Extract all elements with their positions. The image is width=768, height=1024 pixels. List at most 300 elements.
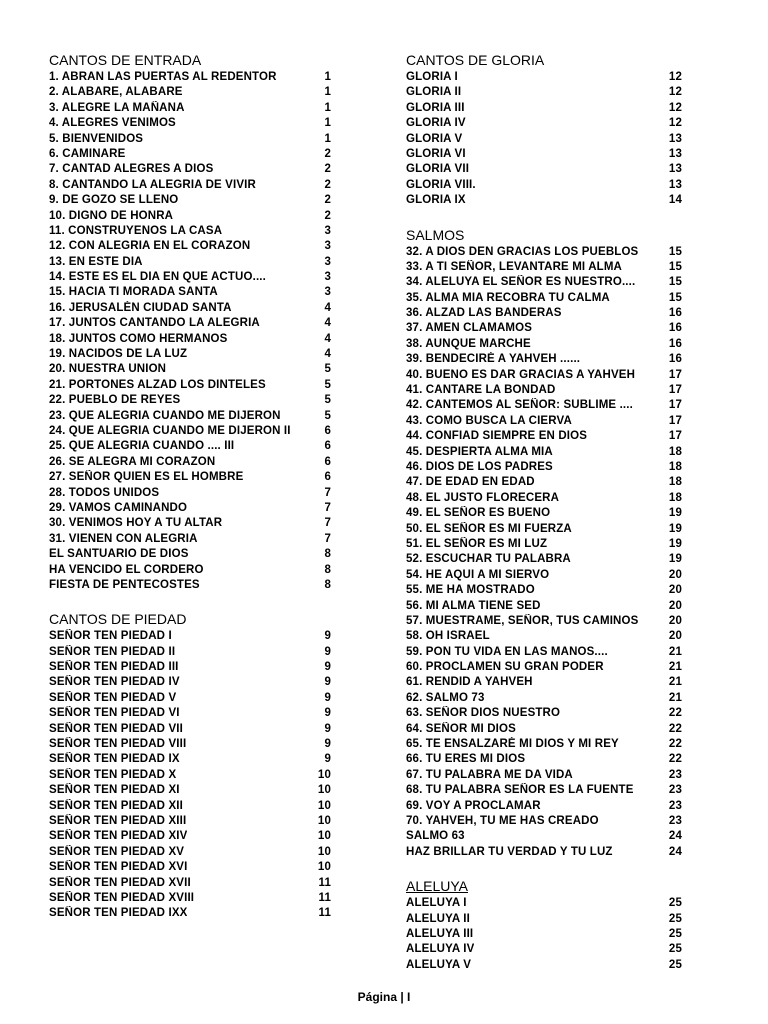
entry-title: FIESTA DE PENTECOSTES: [49, 578, 200, 591]
toc-entry[interactable]: [406, 352, 682, 367]
entry-title: HA VENCIDO EL CORDERO: [49, 563, 204, 576]
toc-entry[interactable]: [49, 316, 331, 331]
entry-title: 20. NUESTRA UNION: [49, 363, 167, 376]
entry-title: SEÑOR TEN PIEDAD X: [49, 768, 177, 781]
entry-page-number: 7: [324, 486, 331, 499]
toc-entry[interactable]: [406, 162, 682, 177]
entry-page-number: 4: [324, 301, 331, 314]
entry-title: 4. ALEGRES VENIMOS: [49, 117, 176, 130]
entry-page-number: 20: [668, 630, 682, 643]
entry-title: GLORIA IX: [406, 194, 466, 207]
entry-page-number: 2: [324, 147, 331, 160]
entry-title: ALELUYA II: [406, 912, 470, 925]
entry-page-number: 20: [668, 568, 682, 581]
entry-title: SEÑOR TEN PIEDAD XII: [49, 799, 183, 812]
entry-title: SEÑOR TEN PIEDAD XVI: [49, 861, 188, 874]
toc-entry[interactable]: [49, 178, 331, 193]
entry-page-number: 15: [668, 291, 682, 304]
toc-entry[interactable]: [49, 829, 331, 844]
entry-page-number: 1: [324, 117, 331, 130]
entry-page-number: 9: [324, 707, 331, 720]
entry-page-number: 21: [668, 661, 682, 674]
toc-entry[interactable]: [406, 537, 682, 552]
toc-entry[interactable]: [406, 491, 682, 506]
toc-entry[interactable]: [49, 516, 331, 531]
entry-title: GLORIA IV: [406, 117, 466, 130]
toc-entry[interactable]: [49, 783, 331, 798]
entry-page-number: 9: [324, 753, 331, 766]
toc-entry[interactable]: [49, 162, 331, 177]
toc-entry[interactable]: [49, 752, 331, 767]
entry-title: 43. COMO BUSCA LA CIERVA: [406, 414, 572, 427]
left-column: [49, 51, 331, 939]
entry-title: 69. VOY A PROCLAMAR: [406, 799, 541, 812]
entry-title: 47. DE EDAD EN EDAD: [406, 476, 535, 489]
entry-page-number: 13: [668, 178, 682, 191]
entry-title: 54. HE AQUI A MI SIERVO: [406, 568, 550, 581]
toc-entry[interactable]: [406, 398, 682, 413]
toc-entry[interactable]: [406, 383, 682, 398]
toc-entry[interactable]: [49, 706, 331, 721]
toc-entry[interactable]: [49, 547, 331, 562]
entry-page-number: 18: [668, 445, 682, 458]
toc-entry[interactable]: [49, 424, 331, 439]
entry-title: SEÑOR TEN PIEDAD IXX: [49, 907, 188, 920]
toc-entry[interactable]: [49, 675, 331, 690]
entry-page-number: 9: [324, 738, 331, 751]
entry-page-number: 1: [324, 101, 331, 114]
entry-title: 8. CANTANDO LA ALEGRIA DE VIVIR: [49, 178, 256, 191]
toc-entry[interactable]: [49, 101, 331, 116]
entry-page-number: 12: [668, 86, 682, 99]
toc-entry[interactable]: [49, 362, 331, 377]
section-heading-text: CANTOS DE GLORIA: [406, 52, 545, 68]
entry-title: GLORIA II: [406, 86, 462, 99]
entry-page-number: 4: [324, 348, 331, 361]
entry-title: 65. TE ENSALZARÉ MI DIOS Y MI REY: [406, 738, 619, 751]
entry-page-number: 11: [318, 907, 331, 920]
entry-page-number: 21: [668, 645, 682, 658]
entry-page-number: 2: [324, 194, 331, 207]
toc-entry[interactable]: [49, 814, 331, 829]
toc-entry[interactable]: [406, 178, 682, 193]
toc-entry[interactable]: [49, 722, 331, 737]
entry-title: SEÑOR TEN PIEDAD V: [49, 691, 177, 704]
toc-entry[interactable]: [49, 239, 331, 254]
entry-title: ALELUYA III: [406, 927, 474, 940]
entry-page-number: 10: [317, 845, 331, 858]
entry-title: 24. QUE ALEGRIA CUANDO ME DIJERON II: [49, 424, 291, 437]
toc-entry[interactable]: [406, 275, 682, 290]
toc-entry[interactable]: [49, 737, 331, 752]
entry-title: 23. QUE ALEGRIA CUANDO ME DIJERON: [49, 409, 281, 422]
toc-entry[interactable]: [406, 629, 682, 644]
section-heading-text: SALMOS: [406, 226, 465, 243]
entry-title: GLORIA VII: [406, 163, 470, 176]
entry-page-number: 25: [668, 927, 682, 940]
toc-entry[interactable]: [406, 70, 682, 85]
section-salmos: [406, 226, 682, 861]
toc-entry[interactable]: [49, 876, 331, 891]
entry-title: 60. PROCLAMEN SU GRAN PODER: [406, 661, 604, 674]
toc-entry[interactable]: [49, 147, 331, 162]
toc-entry[interactable]: [406, 912, 682, 927]
toc-entry[interactable]: [406, 85, 682, 100]
toc-entry[interactable]: [49, 347, 331, 362]
entry-title: 13. EN ESTE DIA: [49, 255, 143, 268]
entry-page-number: 8: [324, 563, 331, 576]
entry-title: SEÑOR TEN PIEDAD XI: [49, 784, 180, 797]
entry-title: 15. HACIA TI MORADA SANTA: [49, 286, 218, 299]
toc-entry[interactable]: [406, 660, 682, 675]
entry-page-number: 24: [668, 830, 682, 843]
section-heading-text: ALELUYA: [406, 878, 468, 895]
entry-page-number: 18: [668, 476, 682, 489]
entry-title: 56. MI ALMA TIENE SED: [406, 599, 541, 612]
entry-page-number: 25: [668, 958, 682, 971]
entry-title: 52. ESCUCHAR TU PALABRA: [406, 553, 571, 566]
toc-entry[interactable]: [49, 209, 331, 224]
entry-page-number: 5: [324, 394, 331, 407]
entry-page-number: 10: [317, 814, 331, 827]
entry-page-number: 25: [668, 943, 682, 956]
entry-title: 16. JERUSALÉN CIUDAD SANTA: [49, 301, 232, 314]
entry-title: SEÑOR TEN PIEDAD XIII: [49, 814, 187, 827]
entry-title: SALMO 63: [406, 830, 465, 843]
toc-entry[interactable]: [406, 799, 682, 814]
entry-title: ALELUYA V: [406, 958, 472, 971]
toc-entry[interactable]: [49, 860, 331, 875]
toc-entry[interactable]: [49, 691, 331, 706]
entry-page-number: 1: [324, 71, 331, 83]
entry-page-number: 17: [668, 430, 682, 443]
toc-entry[interactable]: [49, 378, 331, 393]
toc-entry[interactable]: [406, 942, 682, 957]
toc-entry[interactable]: [406, 460, 682, 475]
entry-page-number: 9: [324, 661, 331, 674]
entry-page-number: 3: [324, 240, 331, 253]
entry-page-number: 7: [324, 532, 331, 545]
toc-entry[interactable]: [406, 337, 682, 352]
entry-title: 31. VIENEN CON ALEGRIA: [49, 532, 198, 545]
toc-entry[interactable]: [49, 332, 331, 347]
entry-title: 49. EL SEÑOR ES BUENO: [406, 507, 551, 520]
toc-entry[interactable]: [406, 321, 682, 336]
entry-page-number: 9: [324, 691, 331, 704]
toc-entry[interactable]: [406, 722, 682, 737]
entry-title: GLORIA III: [406, 101, 465, 114]
entry-page-number: 17: [668, 384, 682, 397]
section-cantos-de-entrada: [49, 51, 331, 593]
section-cantos-de-piedad: [49, 610, 331, 921]
toc-entry[interactable]: [406, 260, 682, 275]
entry-title: HAZ BRILLAR TU VERDAD Y TU LUZ: [406, 845, 613, 858]
entry-page-number: 23: [668, 768, 682, 781]
entry-title: 32. A DIOS DEN GRACIAS LOS PUEBLOS: [406, 245, 639, 258]
entry-title: 38. AUNQUE MARCHE: [406, 337, 531, 350]
entry-title: ALELUYA I: [406, 897, 467, 910]
entry-page-number: 20: [668, 614, 682, 627]
toc-entry[interactable]: [406, 599, 682, 614]
entry-page-number: 18: [668, 491, 682, 504]
entry-page-number: 2: [324, 178, 331, 191]
entry-title: 9. DE GOZO SE LLENO: [49, 194, 179, 207]
entry-page-number: 12: [668, 101, 682, 114]
entry-page-number: 12: [668, 117, 682, 130]
entry-page-number: 6: [324, 424, 331, 437]
entry-title: 64. SEÑOR MI DIOS: [406, 722, 516, 735]
toc-entry[interactable]: [49, 645, 331, 660]
section-heading: [49, 610, 331, 629]
toc-entry[interactable]: [49, 470, 331, 485]
entry-page-number: 13: [668, 163, 682, 176]
toc-entry[interactable]: [49, 409, 331, 424]
toc-entry[interactable]: [49, 501, 331, 516]
entry-page-number: 4: [324, 317, 331, 330]
toc-entry[interactable]: [49, 85, 331, 100]
toc-entry[interactable]: [406, 368, 682, 383]
entry-page-number: 1: [324, 86, 331, 99]
entry-title: 35. ALMA MIA RECOBRA TU CALMA: [406, 291, 610, 304]
entry-page-number: 16: [668, 353, 682, 366]
entry-page-number: 22: [668, 707, 682, 720]
toc-entry[interactable]: [406, 768, 682, 783]
entry-title: 59. PON TU VIDA EN LAS MANOS....: [406, 645, 608, 658]
entry-title: GLORIA VIII.: [406, 178, 476, 191]
entry-title: 37. AMEN CLAMAMOS: [406, 322, 533, 335]
entry-title: GLORIA VI: [406, 147, 466, 160]
entry-page-number: 2: [324, 163, 331, 176]
toc-entry[interactable]: [49, 845, 331, 860]
toc-entry[interactable]: [406, 927, 682, 942]
entry-page-number: 19: [668, 522, 682, 535]
section-heading-text: CANTOS DE PIEDAD: [49, 611, 187, 628]
entry-page-number: 9: [324, 630, 331, 643]
entry-page-number: 15: [668, 276, 682, 289]
toc-entry[interactable]: [406, 691, 682, 706]
entry-title: 67. TU PALABRA ME DA VIDA: [406, 768, 573, 781]
toc-entry[interactable]: [406, 783, 682, 798]
entry-page-number: 5: [324, 378, 331, 391]
toc-entry[interactable]: [49, 906, 331, 921]
entry-page-number: 19: [668, 507, 682, 520]
section-heading: [406, 51, 682, 70]
toc-entry[interactable]: [406, 614, 682, 629]
toc-entry[interactable]: [406, 475, 682, 490]
entry-page-number: 4: [324, 332, 331, 345]
toc-entry[interactable]: [406, 147, 682, 162]
toc-entry[interactable]: [49, 224, 331, 239]
entry-page-number: 17: [668, 414, 682, 427]
section-heading-text: CANTOS DE ENTRADA: [49, 52, 202, 68]
toc-entry[interactable]: [406, 958, 682, 973]
toc-entry[interactable]: [406, 291, 682, 306]
section-aleluya: [406, 877, 682, 973]
section-heading: [406, 226, 682, 245]
toc-entry[interactable]: [49, 563, 331, 578]
toc-entry[interactable]: [49, 193, 331, 208]
entry-title: 22. PUEBLO DE REYES: [49, 394, 181, 407]
toc-entry[interactable]: [49, 455, 331, 470]
entry-page-number: 7: [324, 501, 331, 514]
right-column: [406, 51, 682, 990]
entry-page-number: 10: [317, 799, 331, 812]
toc-entry[interactable]: [49, 629, 331, 644]
entry-title: 68. TU PALABRA SEÑOR ES LA FUENTE: [406, 784, 634, 797]
toc-entry[interactable]: [49, 660, 331, 675]
toc-entry[interactable]: [49, 486, 331, 501]
entry-title: 12. CON ALEGRIA EN EL CORAZON: [49, 240, 251, 253]
toc-entry[interactable]: [406, 845, 682, 860]
entry-title: SEÑOR TEN PIEDAD XVII: [49, 876, 191, 889]
entry-page-number: 24: [668, 845, 682, 858]
entry-page-number: 9: [324, 722, 331, 735]
toc-entry[interactable]: [49, 70, 331, 85]
entry-title: SEÑOR TEN PIEDAD XVIII: [49, 891, 195, 904]
toc-entry[interactable]: [49, 285, 331, 300]
entry-title: 2. ALABARE, ALABARE: [49, 86, 183, 99]
entry-page-number: 18: [668, 460, 682, 473]
entry-title: 3. ALEGRE LA MAÑANA: [49, 101, 185, 114]
entry-title: SEÑOR TEN PIEDAD VI: [49, 707, 180, 720]
entry-title: 30. VENIMOS HOY A TU ALTAR: [49, 517, 223, 530]
toc-entry[interactable]: [406, 568, 682, 583]
entry-title: EL SANTUARIO DE DIOS: [49, 548, 189, 561]
entry-title: 10. DIGNO DE HONRA: [49, 209, 174, 222]
entry-title: 18. JUNTOS COMO HERMANOS: [49, 332, 228, 345]
entry-page-number: 23: [668, 814, 682, 827]
toc-entry[interactable]: [406, 445, 682, 460]
entry-title: 36. ALZAD LAS BANDERAS: [406, 307, 562, 320]
entry-title: 14. ESTE ES EL DIA EN QUE ACTUO....: [49, 271, 266, 284]
entry-title: 42. CANTEMOS AL SEÑOR: SUBLIME ....: [406, 399, 633, 412]
toc-entry[interactable]: [406, 101, 682, 116]
toc-entry[interactable]: [406, 829, 682, 844]
entry-page-number: 16: [668, 307, 682, 320]
entry-page-number: 3: [324, 224, 331, 237]
entry-page-number: 10: [317, 768, 331, 781]
entry-page-number: 23: [668, 799, 682, 812]
entry-title: GLORIA V: [406, 132, 463, 145]
toc-entry[interactable]: [406, 116, 682, 131]
toc-entry[interactable]: [406, 429, 682, 444]
toc-entry[interactable]: [406, 414, 682, 429]
entry-title: 19. NACIDOS DE LA LUZ: [49, 348, 188, 361]
entry-page-number: 1: [324, 132, 331, 145]
entry-title: 48. EL JUSTO FLORECERA: [406, 491, 560, 504]
entry-title: SEÑOR TEN PIEDAD XIV: [49, 830, 188, 843]
entry-title: ALELUYA IV: [406, 943, 475, 956]
entry-title: SEÑOR TEN PIEDAD II: [49, 645, 176, 658]
entry-title: 62. SALMO 73: [406, 691, 485, 704]
entry-title: SEÑOR TEN PIEDAD VII: [49, 722, 183, 735]
entry-title: 34. ALELUYA EL SEÑOR ES NUESTRO....: [406, 276, 636, 289]
entry-page-number: 3: [324, 286, 331, 299]
entry-page-number: 21: [668, 691, 682, 704]
entry-page-number: 6: [324, 471, 331, 484]
toc-entry[interactable]: [406, 552, 682, 567]
toc-entry[interactable]: [49, 891, 331, 906]
toc-entry[interactable]: [49, 116, 331, 131]
toc-entry[interactable]: [406, 737, 682, 752]
entry-page-number: 8: [324, 548, 331, 561]
entry-title: 27. SEÑOR QUIEN ES EL HOMBRE: [49, 471, 244, 484]
entry-title: 7. CANTAD ALEGRES A DIOS: [49, 163, 214, 176]
entry-page-number: 13: [668, 147, 682, 160]
entry-page-number: 15: [668, 260, 682, 273]
toc-entry[interactable]: [406, 132, 682, 147]
toc-entry[interactable]: [49, 393, 331, 408]
entry-page-number: 2: [324, 209, 331, 222]
entry-page-number: 9: [324, 645, 331, 658]
toc-entry[interactable]: [49, 578, 331, 593]
entry-title: 51. EL SEÑOR ES MI LUZ: [406, 537, 548, 550]
entry-title: GLORIA I: [406, 71, 458, 83]
entry-title: SEÑOR TEN PIEDAD I: [49, 630, 172, 643]
entry-title: 17. JUNTOS CANTANDO LA ALEGRIA: [49, 317, 260, 330]
toc-entry[interactable]: [49, 439, 331, 454]
entry-page-number: 25: [668, 897, 682, 910]
entry-title: 70. YAHVEH, TU ME HAS CREADO: [406, 814, 599, 827]
toc-entry[interactable]: [49, 255, 331, 270]
entry-title: SEÑOR TEN PIEDAD VIII: [49, 738, 187, 751]
entry-title: 41. CANTARE LA BONDAD: [406, 384, 556, 397]
page-footer: Página | I: [357, 990, 411, 1004]
toc-entry[interactable]: [406, 896, 682, 911]
toc-entry[interactable]: [406, 583, 682, 598]
toc-entry[interactable]: [406, 522, 682, 537]
entry-title: 5. BIENVENIDOS: [49, 132, 144, 145]
entry-title: 63. SEÑOR DIOS NUESTRO: [406, 707, 561, 720]
entry-page-number: 22: [668, 753, 682, 766]
toc-entry[interactable]: [406, 306, 682, 321]
toc-entry[interactable]: [406, 506, 682, 521]
entry-title: 6. CAMINARE: [49, 147, 126, 160]
entry-title: 40. BUENO ES DAR GRACIAS A YAHVEH: [406, 368, 636, 381]
toc-entry[interactable]: [406, 193, 682, 208]
toc-entry[interactable]: [406, 245, 682, 260]
entry-page-number: 19: [668, 537, 682, 550]
toc-entry[interactable]: [49, 301, 331, 316]
section-heading: [49, 51, 331, 70]
entry-title: 57. MUESTRAME, SEÑOR, TUS CAMINOS: [406, 614, 639, 627]
entry-page-number: 20: [668, 584, 682, 597]
toc-entry[interactable]: [49, 132, 331, 147]
toc-entry[interactable]: [406, 645, 682, 660]
entry-title: 44. CONFIAD SIEMPRE EN DIOS: [406, 430, 588, 443]
toc-entry[interactable]: [49, 532, 331, 547]
entry-title: 33. A TI SEÑOR, LEVANTARE MI ALMA: [406, 260, 623, 273]
entry-title: SEÑOR TEN PIEDAD III: [49, 661, 179, 674]
entry-page-number: 22: [668, 738, 682, 751]
entry-page-number: 11: [318, 876, 331, 889]
entry-title: 45. DESPIERTA ALMA MIA: [406, 445, 553, 458]
toc-entry[interactable]: [406, 675, 682, 690]
toc-entry[interactable]: [49, 768, 331, 783]
entry-title: SEÑOR TEN PIEDAD XV: [49, 845, 185, 858]
toc-entry[interactable]: [406, 752, 682, 767]
entry-page-number: 14: [668, 194, 682, 207]
toc-entry[interactable]: [49, 270, 331, 285]
entry-title: 1. ABRAN LAS PUERTAS AL REDENTOR: [49, 71, 277, 83]
toc-entry[interactable]: [49, 799, 331, 814]
entry-title: 58. OH ISRAEL: [406, 630, 490, 643]
entry-page-number: 11: [318, 891, 331, 904]
toc-entry[interactable]: [406, 814, 682, 829]
entry-title: SEÑOR TEN PIEDAD IX: [49, 753, 180, 766]
toc-entry[interactable]: [406, 706, 682, 721]
entry-title: 39. BENDECIRÉ A YAHVEH ......: [406, 353, 581, 366]
